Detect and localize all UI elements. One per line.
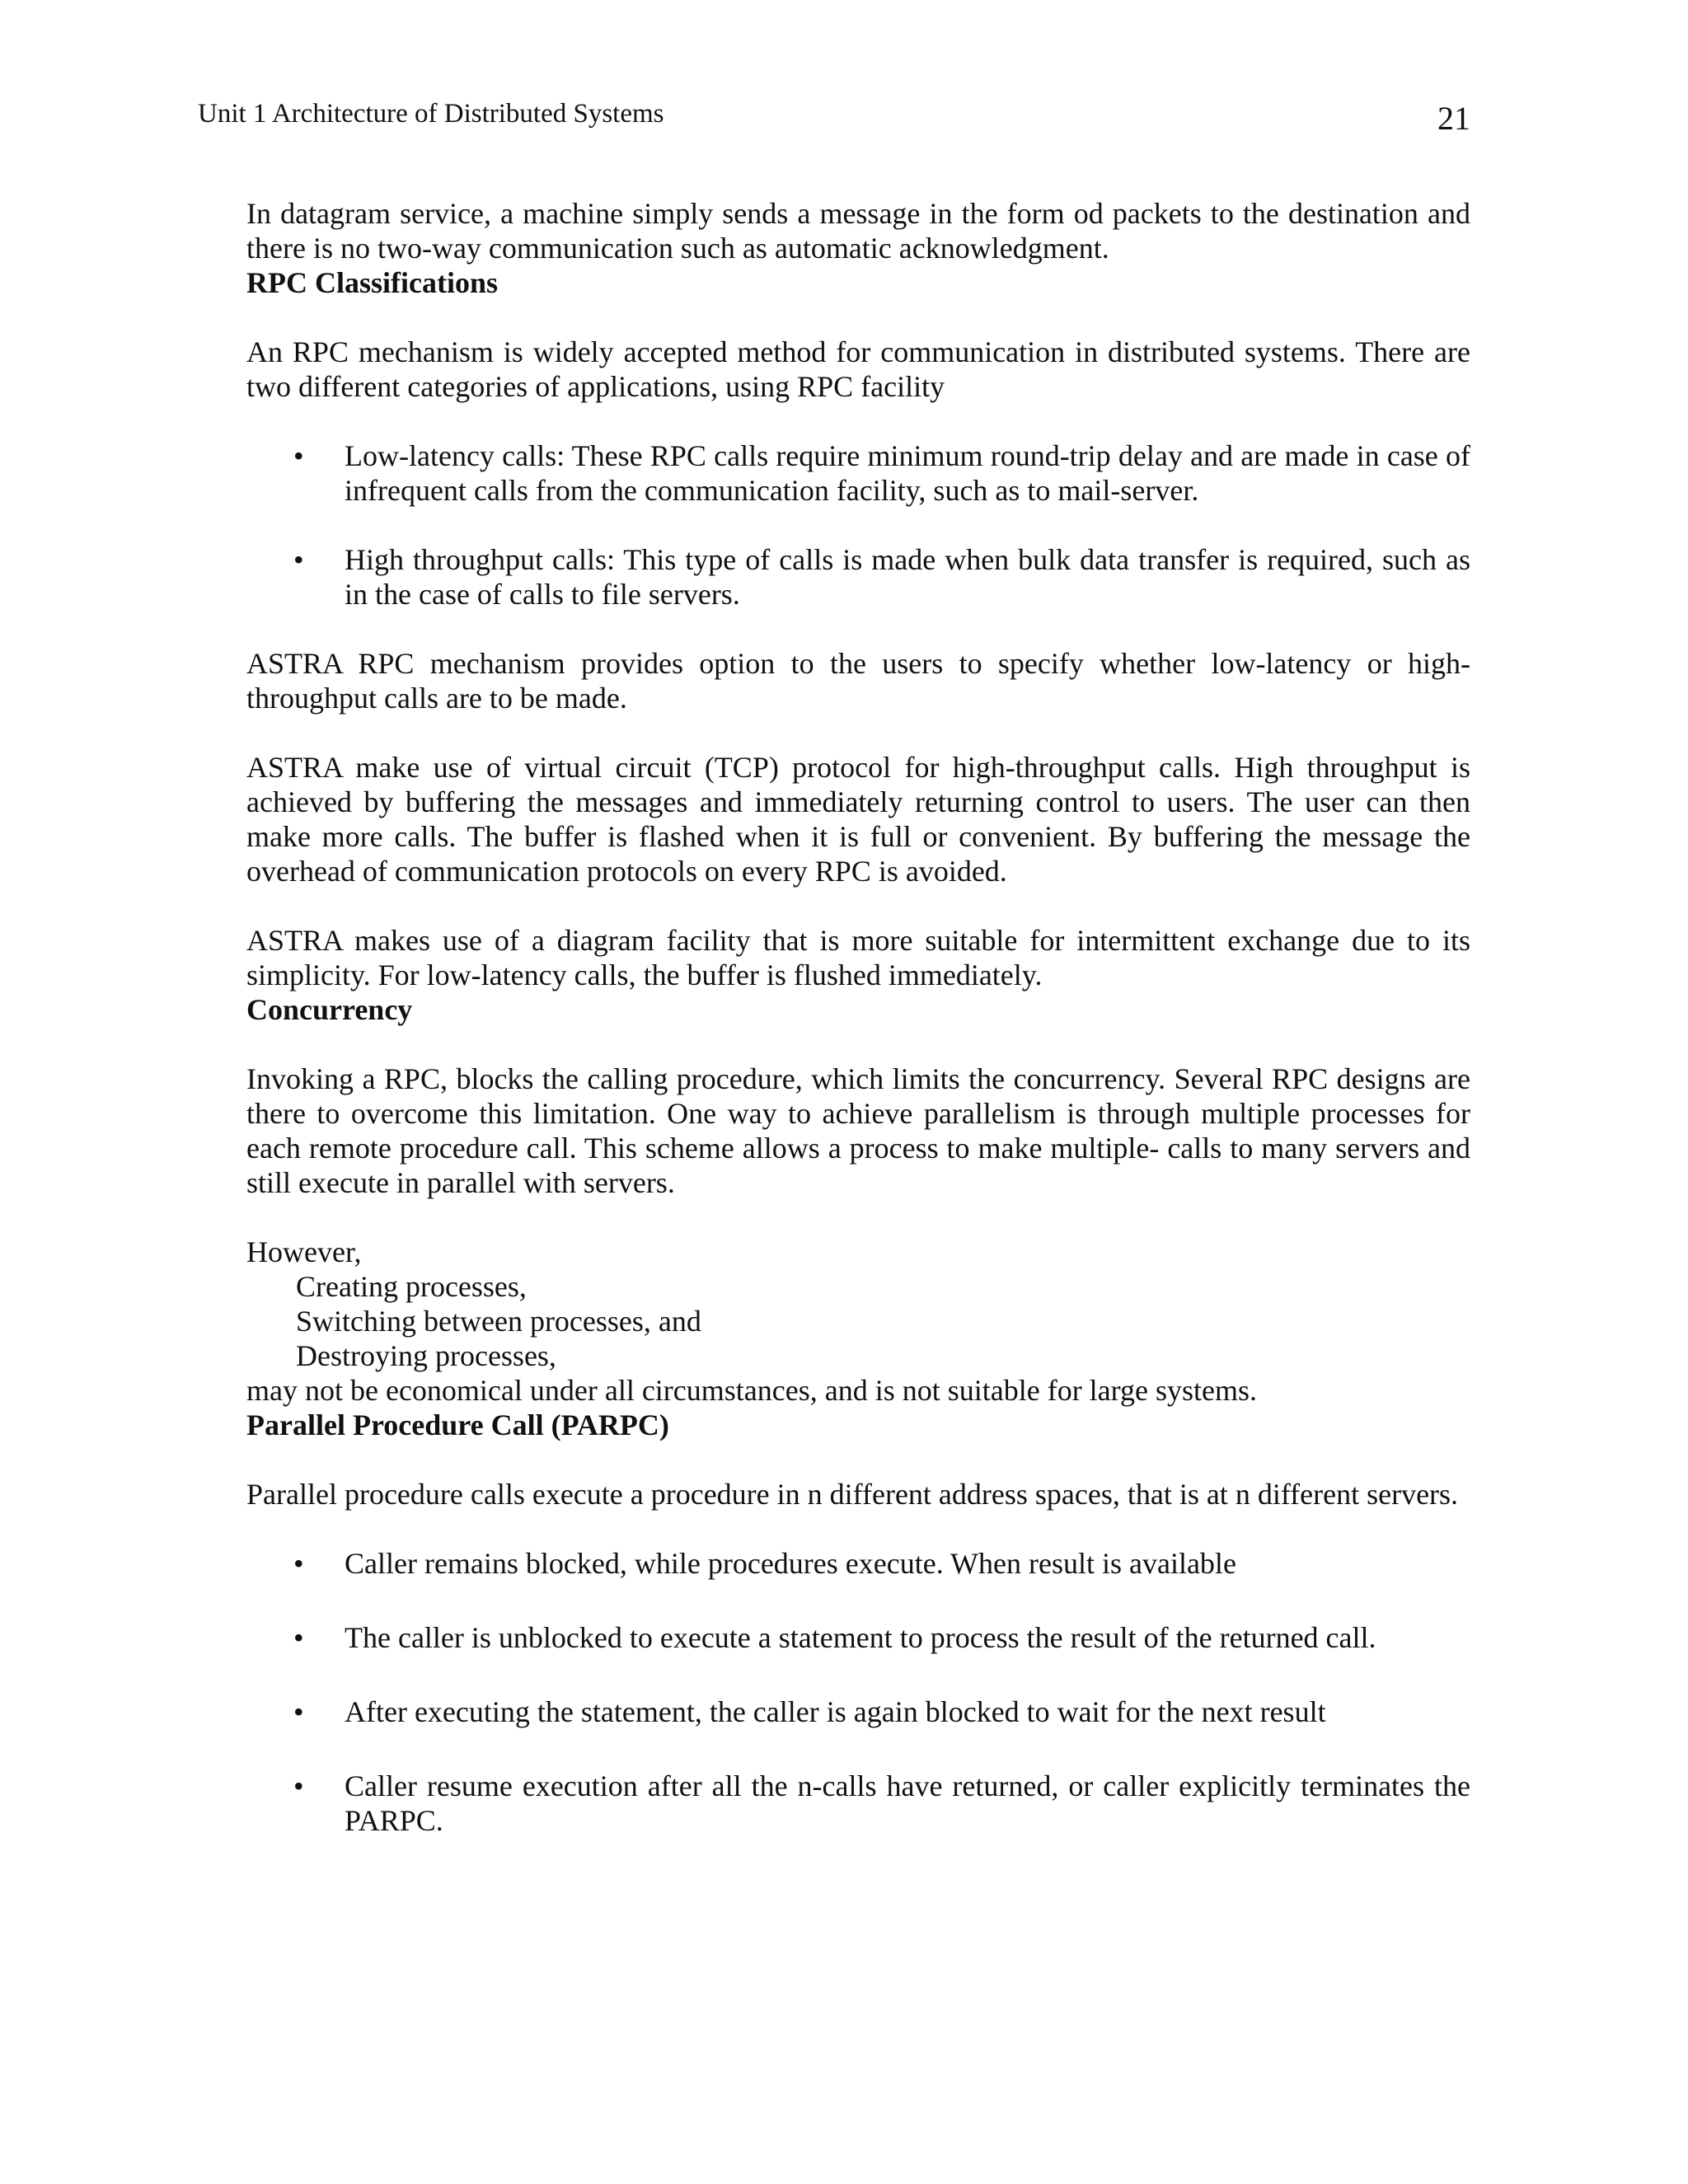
list-item-text: After executing the statement, the caller is again blocked to wait for the next result xyxy=(345,1695,1326,1728)
rpc-bullet-list xyxy=(246,438,1470,612)
paragraph-astra-tcp: ASTRA make use of virtual circuit (TCP) protocol for high-throughput calls. High throughput is achieved by buffering the messages and immediately returning control to users. The user can then make more calls. The buffer is flashed when it is full or convenient. By buffering the message the overhead of communication protocols on every RPC is avoided. xyxy=(246,751,1470,888)
heading-rpc-classifications: RPC Classifications xyxy=(246,266,498,299)
list-item xyxy=(246,1694,1470,1729)
however-item: Switching between processes, and xyxy=(296,1305,701,1338)
bullet-icon: • xyxy=(293,1769,304,1802)
page-content xyxy=(246,196,1470,1838)
list-item-text: The caller is unblocked to execute a statement to process the result of the returned call. xyxy=(345,1621,1376,1654)
list-item xyxy=(246,1546,1470,1581)
list-item-text: Caller remains blocked, while procedures execute. When result is available xyxy=(345,1547,1236,1580)
bullet-icon: • xyxy=(293,1621,304,1654)
paragraph-astra-option: ASTRA RPC mechanism provides option to the users to specify whether low-latency or high-throughput calls are to be made. xyxy=(246,647,1470,715)
list-item-text: High throughput calls: This type of calls is made when bulk data transfer is required, such as in the case of calls to file servers. xyxy=(345,543,1470,611)
bullet-icon: • xyxy=(293,439,304,472)
list-item-text: Low-latency calls: These RPC calls require minimum round-trip delay and are made in case of infrequent calls from the communication facility, such as to mail-server. xyxy=(345,439,1470,507)
however-item: Creating processes, xyxy=(296,1270,527,1303)
paragraph-not-economical: may not be economical under all circumstances, and is not suitable for large systems. xyxy=(246,1374,1257,1407)
heading-parpc: Parallel Procedure Call (PARPC) xyxy=(246,1408,669,1441)
list-item xyxy=(246,1620,1470,1655)
list-item-text: Caller resume execution after all the n-calls have returned, or caller explicitly terminates the PARPC. xyxy=(345,1769,1470,1837)
running-head: Unit 1 Architecture of Distributed Systems xyxy=(198,99,664,129)
paragraph-concurrency: Invoking a RPC, blocks the calling procedure, which limits the concurrency. Several RPC designs are there to overcome this limitation. One way to achieve parallelism is through multiple processes for each remote procedure call. This scheme allows a process to make multiple- calls to many servers and still execute in parallel with servers. xyxy=(246,1062,1470,1199)
however-item: Destroying processes, xyxy=(296,1339,556,1372)
bullet-icon: • xyxy=(293,1695,304,1728)
paragraph-however: However, xyxy=(246,1235,362,1268)
bullet-icon: • xyxy=(293,543,304,576)
paragraph-astra-diagram: ASTRA makes use of a diagram facility that is more suitable for intermittent exchange due to its simplicity. For low-latency calls, the buffer is flushed immediately. xyxy=(246,924,1470,991)
list-item xyxy=(246,1769,1470,1838)
list-item xyxy=(246,438,1470,508)
paragraph-datagram: In datagram service, a machine simply sends a message in the form od packets to the destination and there is no two-way communication such as automatic acknowledgment. xyxy=(246,197,1470,265)
heading-concurrency: Concurrency xyxy=(246,993,413,1026)
parpc-bullet-list xyxy=(246,1546,1470,1838)
paragraph-parpc: Parallel procedure calls execute a procedure in n different address spaces, that is at n different servers. xyxy=(246,1478,1459,1511)
paragraph-rpc-intro: An RPC mechanism is widely accepted method for communication in distributed systems. There are two different categories of applications, using RPC facility xyxy=(246,335,1470,403)
list-item xyxy=(246,542,1470,612)
bullet-icon: • xyxy=(293,1547,304,1580)
page-number: 21 xyxy=(1437,100,1470,137)
